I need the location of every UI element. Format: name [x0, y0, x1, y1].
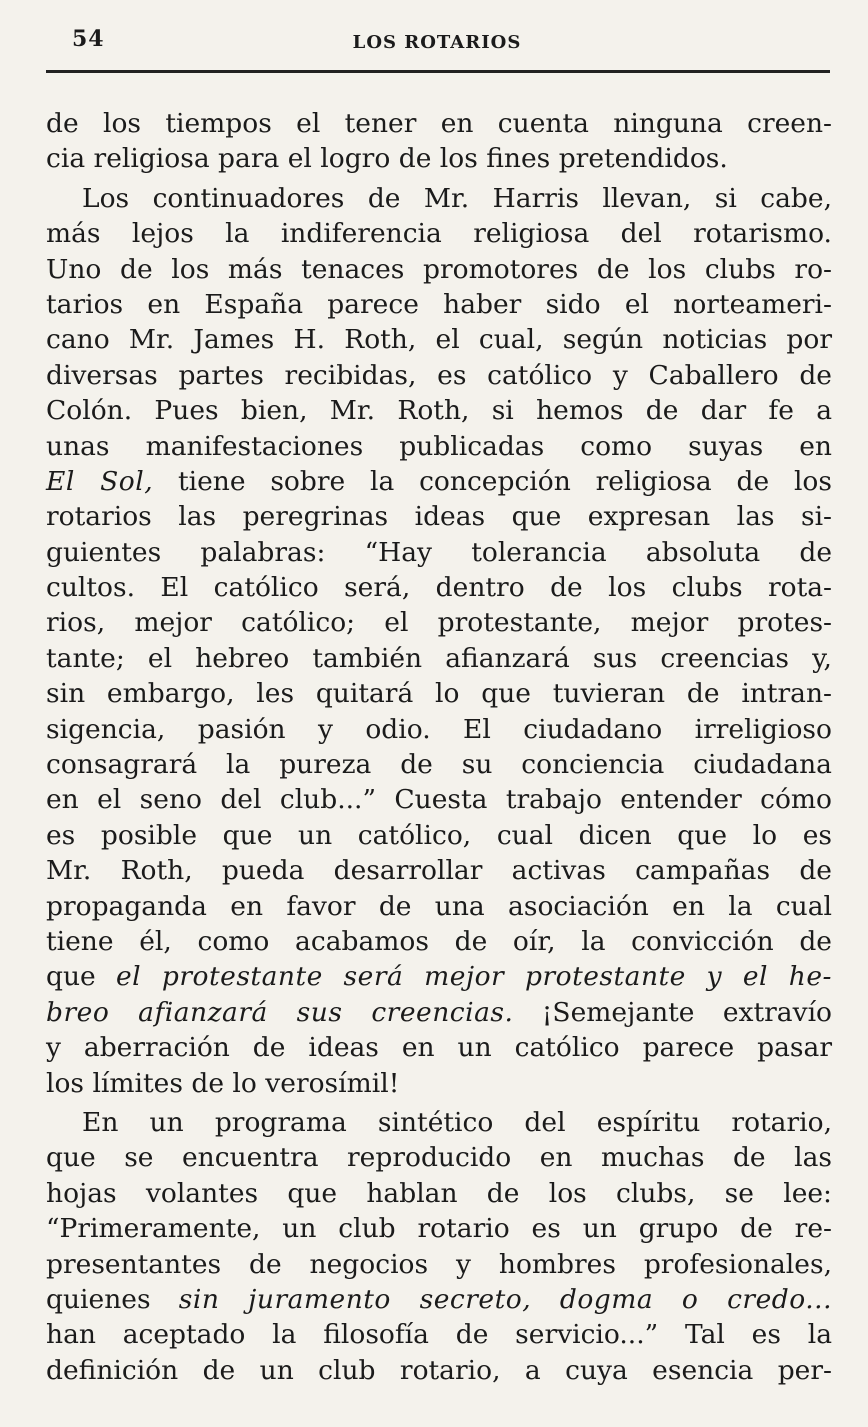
- text-line: tante; el hebreo también afianzará sus creencias y,: [46, 642, 832, 674]
- running-title: LOS ROTARIOS: [352, 32, 522, 53]
- text-line: de los tiempos el tener en cuenta ninguna creen-: [46, 108, 832, 139]
- italic-run: el protestante será mejor protestante y el he-: [115, 961, 832, 993]
- text-line: presentantes de negocios y hombres profesionales,: [46, 1248, 832, 1280]
- text-line: que se encuentra reproducido en muchas de las: [46, 1142, 832, 1174]
- text-line: sin embargo, les quitará lo que tuvieran de intran-: [46, 678, 832, 710]
- page-number: 54: [72, 26, 105, 52]
- text-line: y aberración de ideas en un católico parece pasar: [46, 1032, 832, 1064]
- text-line: [46, 464, 832, 499]
- text-run: que: [46, 961, 116, 993]
- italic-run: breo afianzará sus creencias.: [46, 996, 514, 1028]
- text-line: rotarios las peregrinas ideas que expresan las si-: [46, 501, 832, 533]
- running-head: [46, 22, 828, 68]
- text-line: [46, 959, 832, 994]
- text-line: más lejos la indiferencia religiosa del rotarismo.: [46, 218, 832, 250]
- body-text: [46, 106, 832, 1388]
- text-run: quienes: [46, 1283, 179, 1315]
- text-line: “Primeramente, un club rotario es un grupo de re-: [46, 1213, 832, 1245]
- text-line: es posible que un católico, cual dicen que lo es: [46, 819, 832, 851]
- text-line: [46, 995, 832, 1030]
- text-line: diversas partes recibidas, es católico y Caballero de: [46, 359, 832, 391]
- text-line: unas manifestaciones publicadas como suyas en: [46, 430, 832, 462]
- text-line: Mr. Roth, pueda desarrollar activas campañas de: [46, 855, 832, 887]
- italic-run: El Sol,: [46, 465, 154, 497]
- header-rule: [46, 70, 830, 73]
- text-line: consagrará la pureza de su conciencia ciudadana: [46, 749, 832, 781]
- text-line: tiene él, como acabamos de oír, la convicción de: [46, 925, 832, 957]
- text-line: definición de un club rotario, a cuya esencia per-: [46, 1354, 832, 1386]
- text-line: los límites de lo verosímil!: [46, 1067, 400, 1099]
- text-line: Uno de los más tenaces promotores de los clubs ro-: [46, 253, 832, 285]
- text-line: Colón. Pues bien, Mr. Roth, si hemos de dar fe a: [46, 395, 832, 427]
- text-line: cultos. El católico será, dentro de los clubs rota-: [46, 572, 832, 604]
- text-line: En un programa sintético del espíritu rotario,: [82, 1106, 832, 1138]
- text-line: han aceptado la filosofía de servicio...” Tal es la: [46, 1319, 832, 1351]
- text-line: rios, mejor católico; el protestante, mejor protes-: [46, 607, 832, 639]
- text-line: sigencia, pasión y odio. El ciudadano irreligioso: [46, 713, 832, 745]
- text-line: tarios en España parece haber sido el norteameri-: [46, 288, 832, 320]
- text-line: cia religiosa para el logro de los fines pretendidos.: [46, 143, 728, 175]
- text-line: Los continuadores de Mr. Harris llevan, si cabe,: [82, 182, 832, 214]
- text-line: cano Mr. James H. Roth, el cual, según noticias por: [46, 324, 832, 356]
- text-line: [46, 1282, 832, 1317]
- text-line: propaganda en favor de una asociación en la cual: [46, 890, 832, 922]
- text-run: ¡Semejante extravío: [513, 996, 833, 1028]
- text-line: hojas volantes que hablan de los clubs, se lee:: [46, 1177, 832, 1209]
- text-line: en el seno del club...” Cuesta trabajo entender cómo: [46, 784, 832, 816]
- text-line: guientes palabras: “Hay tolerancia absoluta de: [46, 536, 832, 568]
- italic-run: sin juramento secreto, dogma o credo...: [178, 1283, 833, 1315]
- text-run: tiene sobre la concepción religiosa de los: [153, 465, 832, 497]
